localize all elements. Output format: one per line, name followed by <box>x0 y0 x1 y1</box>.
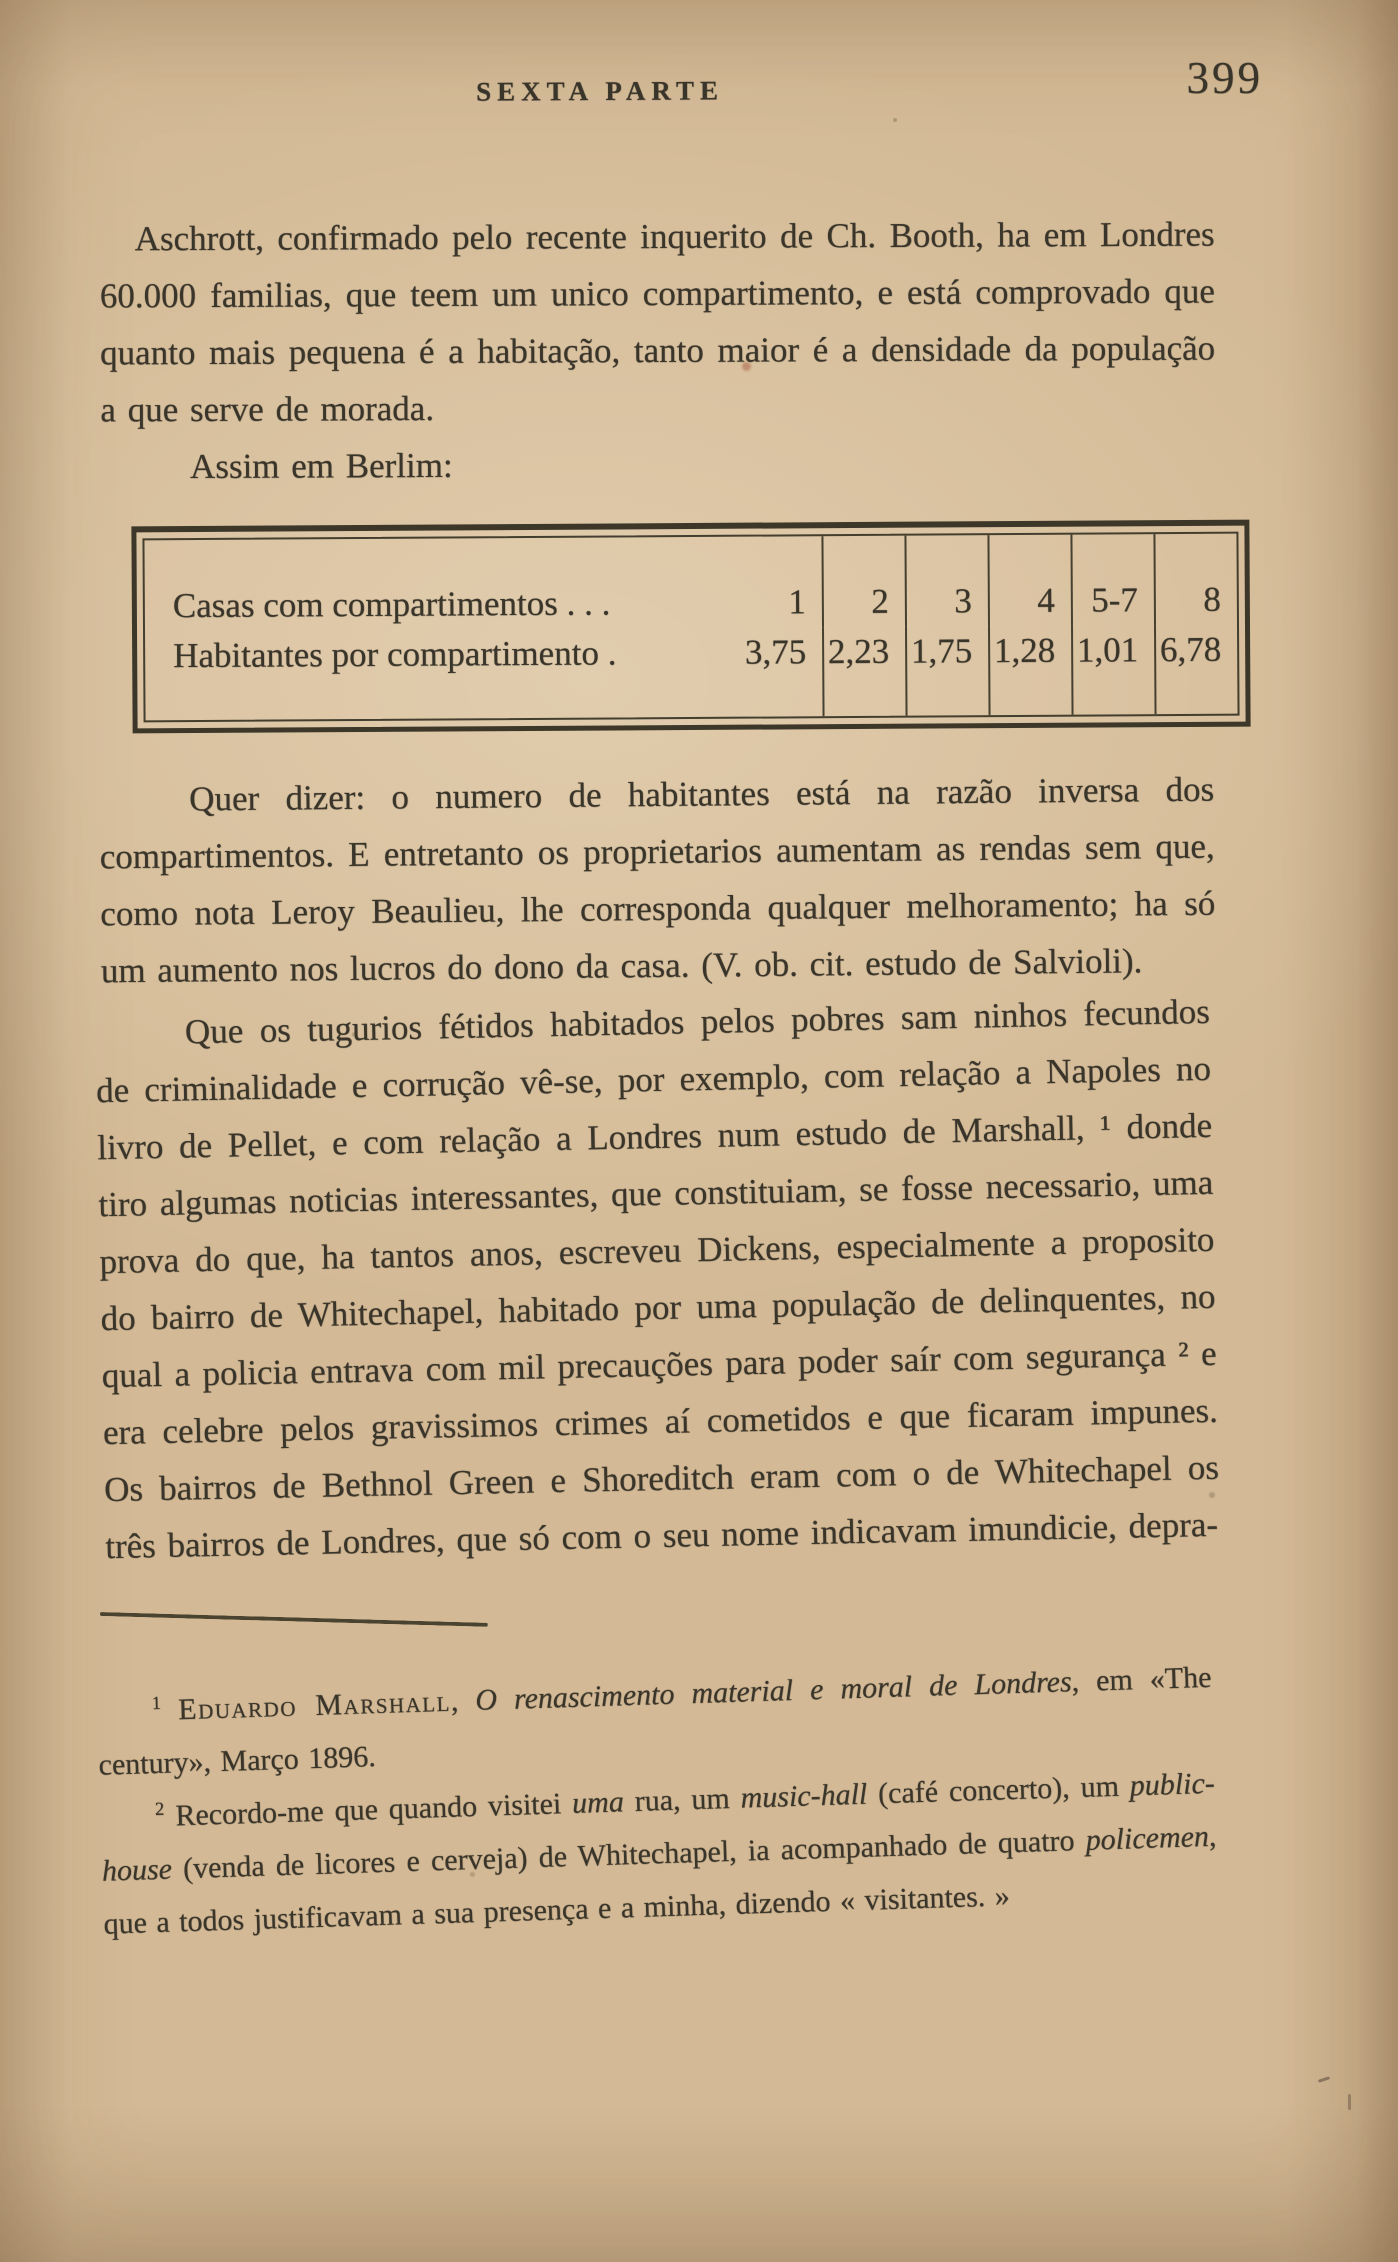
table-cell: 1,28 <box>988 626 1072 716</box>
footnote: $^1$ Eduardo Marshall, O renascimento material e moral de Londres, em «The century», Março 1896. <box>98 1660 1212 1782</box>
table-row-label: Casas com compartimentos . . . <box>172 583 611 626</box>
berlin-housing-table <box>131 520 1250 734</box>
table-cell: 5-7 <box>1070 534 1154 626</box>
paper-mark <box>1348 2094 1351 2110</box>
paragraph: Quer dizer: o numero de habitantes está na razão inversa dos compartimentos. E entretanto os proprietarios aumentam as rendas sem que, como nota Leroy Beaulieu, lhe corresponda qualquer melhoramento; ha só um aumento nos lucros do dono da casa. (V. ob. cit. estudo de Salvioli). <box>99 769 1216 991</box>
table-inner-frame <box>142 532 1239 723</box>
table-cell: 3 <box>904 535 988 627</box>
paragraph: Aschrott, confirmado pelo recente inquerito de Ch. Booth, ha em Londres 60.000 familias, que teem um unico compartimento, e está comprovado que quanto mais pequena é a habitação, tanto maior é a densidade da população a que serve de morada. <box>99 214 1216 430</box>
table-cell: 3,75 <box>744 632 807 672</box>
table-row <box>144 534 1237 632</box>
footnote-divider <box>100 1612 488 1627</box>
table-cell: 8 <box>1153 534 1237 626</box>
table-cell: 1,01 <box>1071 625 1155 715</box>
table-cell: 6,78 <box>1154 625 1238 715</box>
table-row <box>145 625 1238 721</box>
running-title: SEXTA PARTE <box>475 75 724 107</box>
table-cell: 2,23 <box>822 627 906 717</box>
paragraph: Que os tugurios fétidos habitados pelos pobres sam ninhos fecundos de criminalidade e corrução vê-se, por exemplo, com relação a Napoles no livro de Pellet, e com relação a Londres num estudo de Marshall, ¹ donde tiro algumas noticias interessantes, que constituiam, se fosse necessario, uma prova do que, ha tantos anos, escreveu Dickens, especialmente a proposito do bairro de Whitechapel, habitado por uma população de delinquentes, no qual a policia entrava com mil precauções para poder saír com segurança ² e era celebre pelos gravissimos crimes aí cometidos e que ficaram impunes. Os bairros de Bethnol Green e Shoreditch eram com o de Whitechapel os três bairros de Londres, que só com o seu nome indicavam imundicie, depra- <box>95 991 1220 1567</box>
footnotes <box>96 1651 1219 1951</box>
paragraph: Assim em Berlim: <box>189 445 453 487</box>
page-body <box>95 208 1222 1941</box>
page-number: 399 <box>1186 53 1263 103</box>
table-cell: 1 <box>788 582 806 622</box>
table-cell: 2 <box>821 536 905 628</box>
table-cell: 1,75 <box>905 626 989 716</box>
footnote: $^2$ Recordo-me que quando visitei uma rua, um music-hall (café concerto), um public-house (venda de licores e cerveja) de Whitechapel, ia acompanhado de quatro policemen, que a todos justificavam a sua presença e a minha, dizendo « visitantes. » <box>101 1766 1217 1941</box>
paper-speck <box>893 118 897 122</box>
paper-mark <box>1318 2076 1330 2083</box>
table-row-label: Habitantes por compartimento . <box>173 633 617 676</box>
table-cell: 4 <box>987 535 1071 627</box>
